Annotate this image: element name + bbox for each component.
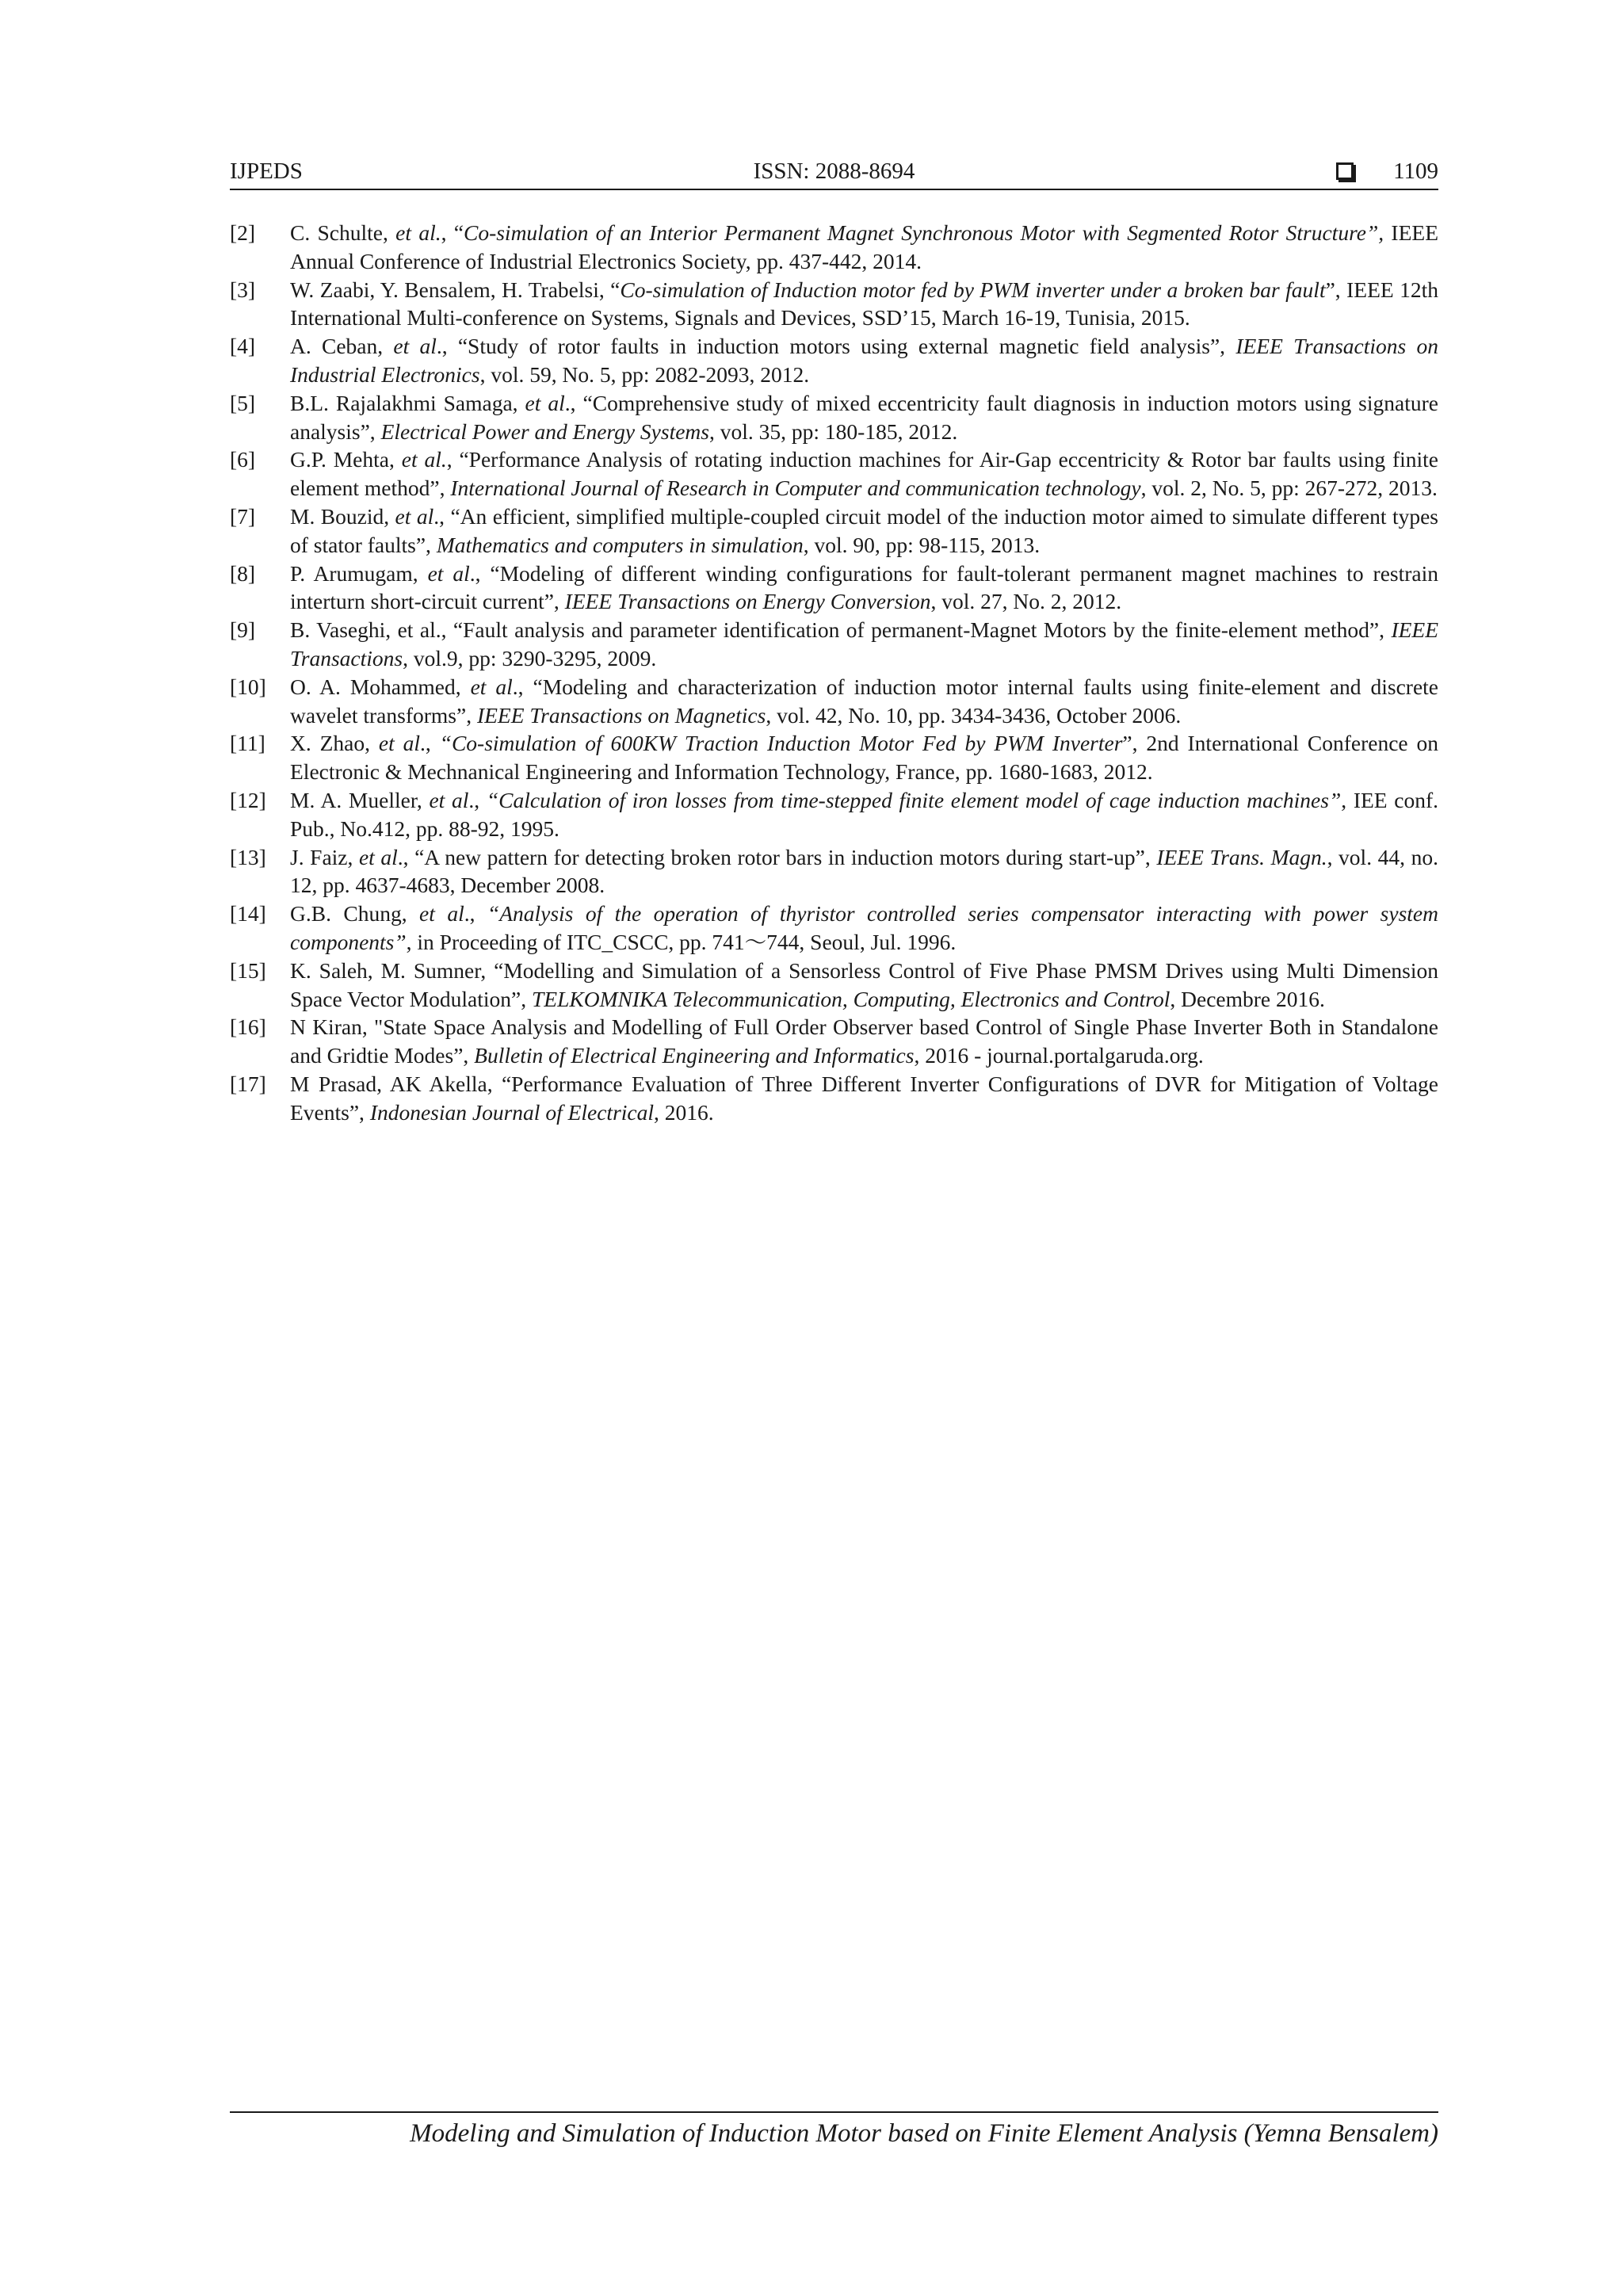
reference-text bbox=[290, 1070, 1438, 1127]
reference-number: [7] bbox=[230, 503, 256, 529]
reference-segment: ., “Comprehensive study of mixed eccentricity fault diagnosis in induction motors using signature analysis”, bbox=[290, 390, 1438, 444]
reference-list bbox=[230, 219, 1438, 1127]
reference-number: [8] bbox=[230, 560, 256, 586]
reference-text bbox=[290, 900, 1438, 957]
running-footer: Modeling and Simulation of Induction Motor based on Finite Element Analysis (Yemna Bensalem) bbox=[410, 2119, 1438, 2148]
header-rule bbox=[230, 189, 1438, 190]
reference-text bbox=[290, 673, 1438, 730]
reference-segment: ., bbox=[464, 901, 487, 926]
reference-item bbox=[230, 332, 1438, 389]
reference-italic-segment: et al bbox=[358, 844, 398, 869]
reference-italic-segment: et al bbox=[378, 731, 421, 756]
reference-segment: , vol. 44, no. 12, pp. 4637-4683, December 2008. bbox=[290, 844, 1438, 898]
reference-italic-segment: IEEE Trans. Magn. bbox=[1156, 844, 1327, 869]
reference-segment: , “Performance Analysis of rotating induction machines for Air-Gap eccentricity & Rotor bar faults using finite element method”, bbox=[290, 447, 1438, 501]
reference-number: [15] bbox=[230, 957, 266, 983]
reference-segment: , 2016. bbox=[654, 1099, 714, 1125]
reference-segment: C. Schulte, bbox=[290, 220, 396, 245]
reference-italic-segment: et al. bbox=[395, 220, 441, 245]
reference-item bbox=[230, 957, 1438, 1014]
reference-italic-segment: “Calculation of iron losses from time-stepped finite element model of cage induction machines” bbox=[486, 787, 1342, 812]
reference-segment: ., “Modeling and characterization of induction motor internal faults using finite-element and discrete wavelet transforms”, bbox=[290, 674, 1438, 728]
reference-segment: B.L. Rajalakhmi Samaga, bbox=[290, 390, 525, 415]
reference-segment: X. Zhao, bbox=[290, 731, 379, 756]
square-bullet-icon bbox=[1336, 162, 1354, 180]
reference-text bbox=[290, 445, 1438, 502]
reference-text bbox=[290, 332, 1438, 389]
reference-segment: , “ bbox=[441, 220, 464, 245]
reference-italic-segment: et al bbox=[470, 674, 513, 699]
reference-text bbox=[290, 502, 1438, 560]
reference-text bbox=[290, 786, 1438, 843]
reference-italic-segment: et al bbox=[393, 334, 437, 359]
reference-number: [12] bbox=[230, 787, 266, 812]
reference-text bbox=[290, 957, 1438, 1014]
reference-segment: ., “An efficient, simplified multiple-coupled circuit model of the induction motor aimed to simulate different types of stator faults”, bbox=[290, 503, 1438, 557]
reference-segment: ”, IEEE 12th International Multi-conference on Systems, Signals and Devices, SSD’15, March 16-19, Tunisia, 2015. bbox=[290, 277, 1438, 330]
page-number: 1109 bbox=[1393, 159, 1438, 184]
reference-segment: , vol. 42, No. 10, pp. 3434-3436, October 2006. bbox=[766, 702, 1182, 728]
reference-number: [17] bbox=[230, 1071, 266, 1096]
reference-italic-segment: Co-simulation of an Interior Permanent Magnet Synchronous Motor with Segmented Rotor Structure”, bbox=[463, 220, 1384, 245]
reference-number: [11] bbox=[230, 731, 265, 756]
reference-segment: , vol. 59, No. 5, pp: 2082-2093, 2012. bbox=[479, 361, 810, 387]
reference-text bbox=[290, 219, 1438, 276]
reference-segment: , IEE conf. Pub., No.412, pp. 88-92, 1995. bbox=[290, 787, 1439, 841]
reference-number: [9] bbox=[230, 617, 256, 643]
reference-italic-segment: IEEE Transactions on Industrial Electronics bbox=[290, 334, 1438, 387]
reference-item bbox=[230, 502, 1438, 560]
reference-segment: ”, 2nd International Conference on Electronic & Mechnanical Engineering and Information Technology, France, pp. 1680-1683, 2012. bbox=[290, 731, 1439, 785]
reference-text bbox=[290, 729, 1438, 786]
reference-segment: , vol.9, pp: 3290-3295, 2009. bbox=[403, 645, 657, 670]
reference-segment: IEEE Annual Conference of Industrial Electronics Society, pp. 437-442, 2014. bbox=[290, 220, 1438, 273]
reference-segment: W. Zaabi, Y. Bensalem, H. Trabelsi, “ bbox=[290, 277, 621, 302]
reference-segment: ., “Modeling of different winding configurations for fault-tolerant permanent magnet machines to restrain interturn short-circuit current”, bbox=[290, 560, 1438, 614]
reference-italic-segment: “Co-simulation of 600KW Traction Induction Motor Fed by PWM Inverter bbox=[439, 731, 1123, 756]
reference-item bbox=[230, 445, 1438, 502]
reference-italic-segment: Bulletin of Electrical Engineering and Informatics bbox=[474, 1043, 915, 1068]
reference-segment: , 2016 - journal.portalgaruda.org. bbox=[914, 1043, 1204, 1068]
reference-item bbox=[230, 843, 1438, 900]
reference-number: [14] bbox=[230, 901, 266, 926]
reference-segment: ., bbox=[420, 731, 440, 756]
reference-item bbox=[230, 786, 1438, 843]
issn-label: ISSN: 2088-8694 bbox=[753, 159, 915, 184]
journal-name: IJPEDS bbox=[230, 159, 303, 184]
reference-item bbox=[230, 616, 1438, 673]
reference-text bbox=[290, 1013, 1438, 1070]
reference-segment: , in Proceeding of ITC_CSCC, pp. 741〜744, Seoul, Jul. 1996. bbox=[406, 929, 957, 954]
reference-number: [10] bbox=[230, 674, 266, 699]
footer-rule bbox=[230, 2111, 1438, 2113]
reference-number: [5] bbox=[230, 390, 256, 415]
reference-number: [3] bbox=[230, 277, 256, 302]
reference-italic-segment: IEEE Transactions on Energy Conversion bbox=[564, 589, 931, 614]
reference-segment: , vol. 90, pp: 98-115, 2013. bbox=[803, 532, 1041, 557]
reference-text bbox=[290, 276, 1438, 333]
reference-segment: N Kiran, "State Space Analysis and Modelling of Full Order Observer based Control of Single Phase Inverter Both in Standalone and Gridtie Modes”, bbox=[290, 1014, 1438, 1068]
reference-segment: J. Faiz, bbox=[290, 844, 359, 869]
reference-italic-segment: Co-simulation of Induction motor fed by PWM inverter under a broken bar fault bbox=[620, 277, 1326, 302]
page-header bbox=[230, 152, 1438, 190]
reference-item bbox=[230, 560, 1438, 617]
reference-segment: , Decembre 2016. bbox=[1170, 986, 1325, 1011]
reference-item bbox=[230, 1070, 1438, 1127]
reference-italic-segment: “Analysis of the operation of thyristor controlled series compensator interacting with power system components” bbox=[290, 901, 1438, 954]
reference-segment: , vol. 2, No. 5, pp: 267-272, 2013. bbox=[1140, 476, 1438, 501]
reference-segment: O. A. Mohammed, bbox=[290, 674, 471, 699]
reference-segment: B. Vaseghi, et al., “Fault analysis and parameter identification of permanent-Magnet Motors by the finite-element method”, bbox=[290, 617, 1392, 643]
reference-item bbox=[230, 1013, 1438, 1070]
reference-italic-segment: et al bbox=[429, 787, 469, 812]
reference-segment: , vol. 35, pp: 180-185, 2012. bbox=[709, 418, 958, 444]
reference-segment: ., “Study of rotor faults in induction motors using external magnetic field analysis”, bbox=[436, 334, 1236, 359]
reference-number: [16] bbox=[230, 1014, 266, 1040]
reference-italic-segment: et al bbox=[419, 901, 464, 926]
reference-segment: P. Arumugam, bbox=[290, 560, 428, 586]
reference-number: [4] bbox=[230, 334, 256, 359]
reference-item bbox=[230, 900, 1438, 957]
reference-segment: M Prasad, AK Akella, “Performance Evaluation of Three Different Inverter Configurations of DVR for Mitigation of Voltage Events”, bbox=[290, 1071, 1438, 1125]
reference-item bbox=[230, 729, 1438, 786]
reference-item bbox=[230, 389, 1438, 446]
reference-number: [13] bbox=[230, 844, 266, 869]
reference-segment: ., “A new pattern for detecting broken rotor bars in induction motors during start-up”, bbox=[397, 844, 1157, 869]
reference-item bbox=[230, 673, 1438, 730]
reference-italic-segment: et al bbox=[525, 390, 565, 415]
reference-number: [6] bbox=[230, 447, 256, 472]
reference-segment: K. Saleh, M. Sumner, “Modelling and Simulation of a Sensorless Control of Five Phase PMSM Drives using Multi Dimension Space Vector Modulation”, bbox=[290, 957, 1438, 1011]
reference-italic-segment: IEEE Transactions bbox=[290, 617, 1438, 670]
reference-italic-segment: Mathematics and computers in simulation bbox=[436, 532, 804, 557]
reference-italic-segment: et al bbox=[427, 560, 470, 586]
reference-italic-segment: IEEE Transactions on Magnetics bbox=[476, 702, 766, 728]
reference-text bbox=[290, 616, 1438, 673]
reference-segment: G.P. Mehta, bbox=[290, 447, 402, 472]
reference-segment: ., bbox=[468, 787, 487, 812]
reference-italic-segment: International Journal of Research in Computer and communication technology bbox=[450, 476, 1141, 501]
reference-text bbox=[290, 843, 1438, 900]
reference-italic-segment: TELKOMNIKA Telecommunication, Computing, Electronics and Control bbox=[531, 986, 1170, 1011]
reference-segment: A. Ceban, bbox=[290, 334, 394, 359]
reference-text bbox=[290, 560, 1438, 617]
reference-italic-segment: et al bbox=[395, 503, 434, 529]
reference-segment: G.B. Chung, bbox=[290, 901, 420, 926]
reference-number: [2] bbox=[230, 220, 256, 245]
reference-item bbox=[230, 219, 1438, 276]
reference-text bbox=[290, 389, 1438, 446]
page-number-group bbox=[1336, 152, 1438, 190]
reference-item bbox=[230, 276, 1438, 333]
reference-segment: , vol. 27, No. 2, 2012. bbox=[930, 589, 1122, 614]
reference-italic-segment: Indonesian Journal of Electrical bbox=[369, 1099, 655, 1125]
reference-segment: M. Bouzid, bbox=[290, 503, 395, 529]
reference-italic-segment: et al. bbox=[401, 447, 447, 472]
reference-segment: M. A. Mueller, bbox=[290, 787, 430, 812]
reference-italic-segment: Electrical Power and Energy Systems bbox=[380, 418, 709, 444]
